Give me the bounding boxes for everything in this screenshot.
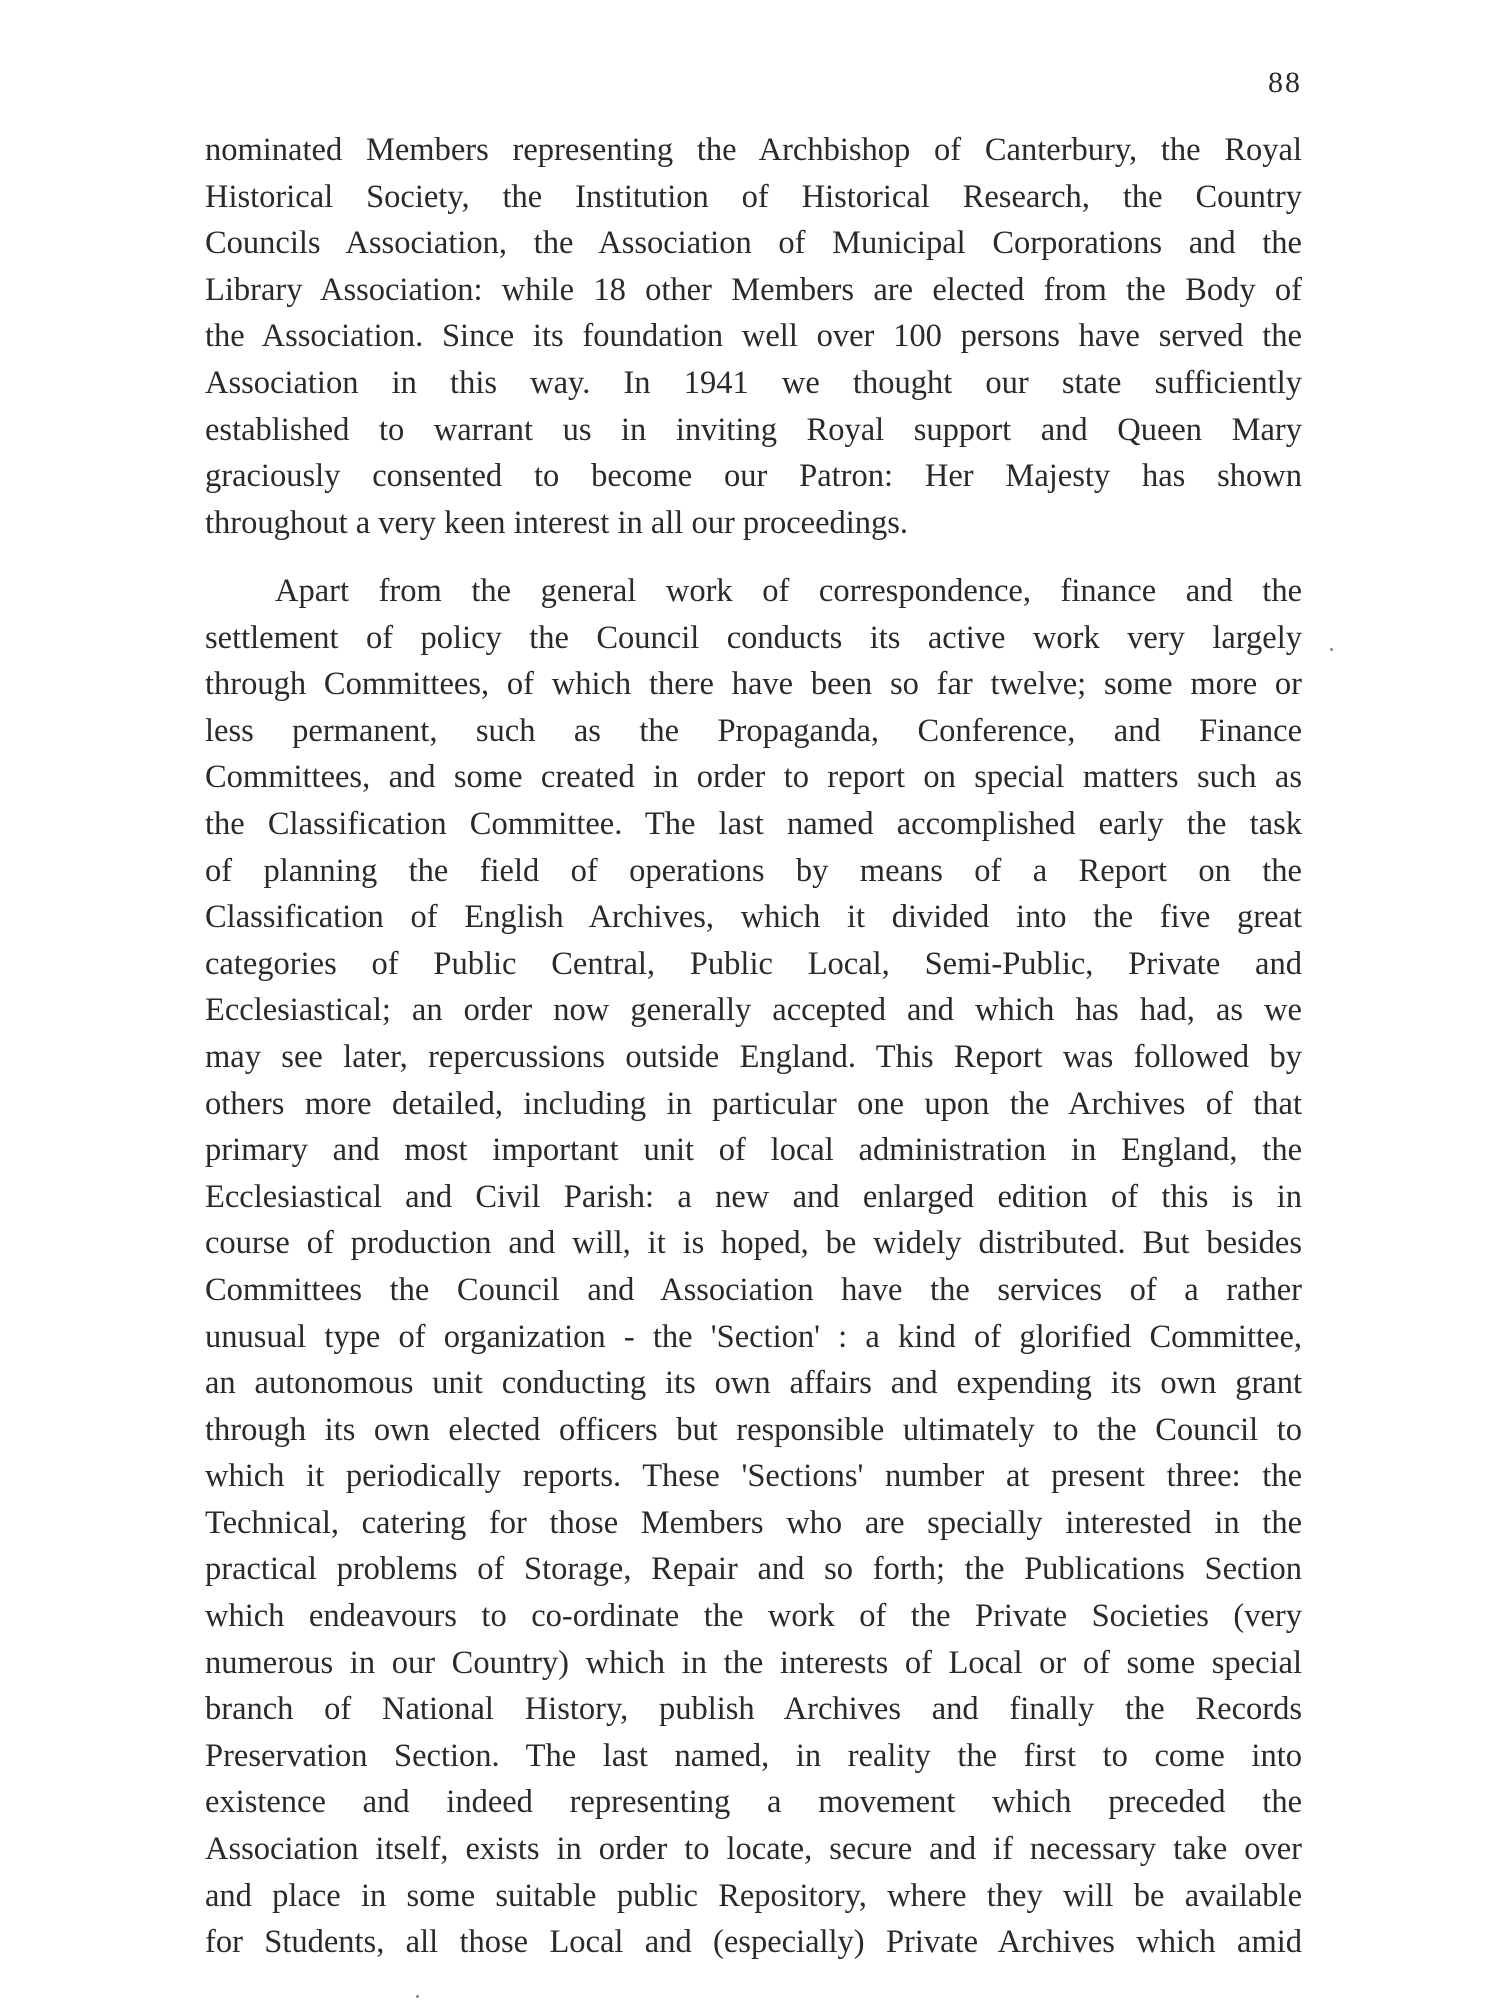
text-line: which it periodically reports. These 'Sections' number at present three: the xyxy=(205,1458,1302,1495)
text-line: through Committees, of which there have been so far twelve; some more or xyxy=(205,666,1302,703)
text-line: through its own elected officers but responsible ultimately to the Council to xyxy=(205,1411,1302,1448)
text-line: Committees, and some created in order to report on special matters such as xyxy=(205,759,1302,796)
text-line: categories of Public Central, Public Local, Semi-Public, Private and xyxy=(205,945,1302,982)
text-line: Classification of English Archives, which it divided into the five great xyxy=(205,899,1302,936)
text-line: Library Association: while 18 other Members are elected from the Body of xyxy=(205,271,1302,308)
text-line: Technical, catering for those Members who are specially interested in the xyxy=(205,1504,1302,1541)
text-line: which endeavours to co-ordinate the work of the Private Societies (very xyxy=(205,1598,1302,1635)
text-line: others more detailed, including in particular one upon the Archives of that xyxy=(205,1085,1302,1122)
text-line: Historical Society, the Institution of Historical Research, the Country xyxy=(205,178,1302,215)
text-line: an autonomous unit conducting its own affairs and expending its own grant xyxy=(205,1365,1302,1402)
text-line: the Association. Since its foundation well over 100 persons have served the xyxy=(205,318,1302,355)
scan-speck xyxy=(1330,648,1333,651)
text-line: nominated Members representing the Archbishop of Canterbury, the Royal xyxy=(205,132,1302,168)
text-line: may see later, repercussions outside England. This Report was followed by xyxy=(205,1038,1302,1075)
text-line: for Students, all those Local and (especially) Private Archives which amid xyxy=(205,1924,1302,1961)
text-line: throughout a very keen interest in all our proceedings. xyxy=(205,504,909,541)
text-line: existence and indeed representing a movement which preceded the xyxy=(205,1784,1302,1821)
text-line: course of production and will, it is hoped, be widely distributed. But besides xyxy=(205,1225,1302,1262)
text-line: Association in this way. In 1941 we thought our state sufficiently xyxy=(205,364,1302,401)
text-line: Ecclesiastical; an order now generally accepted and which has had, as we xyxy=(205,992,1302,1029)
text-line: of planning the field of operations by means of a Report on the xyxy=(205,852,1302,889)
scan-speck xyxy=(416,1995,419,1998)
text-line: Committees the Council and Association have the services of a rather xyxy=(205,1271,1302,1308)
text-line: practical problems of Storage, Repair and so forth; the Publications Section xyxy=(205,1551,1302,1588)
paragraph-1 xyxy=(205,127,1302,546)
text-line: Councils Association, the Association of Municipal Corporations and the xyxy=(205,225,1302,262)
page-number: 88 xyxy=(1268,66,1302,99)
text-line: Preservation Section. The last named, in reality the first to come into xyxy=(205,1737,1302,1774)
text-line: settlement of policy the Council conducts its active work very largely xyxy=(205,619,1302,656)
text-line: primary and most important unit of local administration in England, the xyxy=(205,1132,1302,1169)
text-line: graciously consented to become our Patron: Her Majesty has shown xyxy=(205,458,1302,495)
paragraph-2 xyxy=(205,568,1302,1966)
text-line: established to warrant us in inviting Royal support and Queen Mary xyxy=(205,411,1302,448)
text-line: the Classification Committee. The last named accomplished early the task xyxy=(205,805,1302,842)
text-line: branch of National History, publish Archives and finally the Records xyxy=(205,1691,1302,1728)
text-line: and place in some suitable public Repository, where they will be available xyxy=(205,1877,1302,1914)
text-line: unusual type of organization - the 'Section' : a kind of glorified Committee, xyxy=(205,1318,1302,1355)
text-line: less permanent, such as the Propaganda, Conference, and Finance xyxy=(205,712,1302,749)
text-line: Association itself, exists in order to locate, secure and if necessary take over xyxy=(205,1831,1302,1868)
text-line: Ecclesiastical and Civil Parish: a new and enlarged edition of this is in xyxy=(205,1178,1302,1215)
text-line: Apart from the general work of correspondence, finance and the xyxy=(275,573,1302,609)
text-line: numerous in our Country) which in the interests of Local or of some special xyxy=(205,1644,1302,1681)
